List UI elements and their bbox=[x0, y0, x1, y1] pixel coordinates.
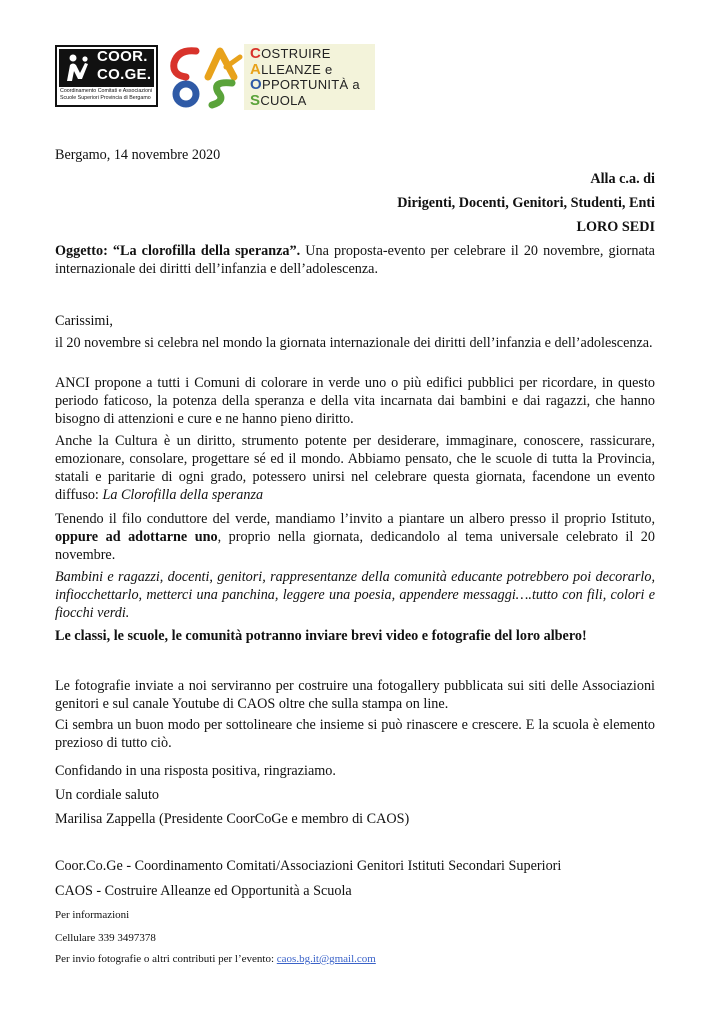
paragraph-5: Bambini e ragazzi, docenti, genitori, rappresentanze della comunità educante potrebbero poi decorarlo, infiocchettarlo, metterci una panchina, leggere una poesia, appendere messaggi….tutto con fili, colori e fiocchi verdi. bbox=[55, 569, 655, 621]
paragraph-2: ANCI propone a tutti i Comuni di colorare in verde uno o più edifici pubblici per ricordare, in questo periodo faticoso, la potenza della speranza e della vita incarnata dai bambini e dai ragazzi, che hanno bisogno di attenzioni e cure e ne hanno pieno diritto. bbox=[55, 375, 655, 427]
recipient-line-1: Alla c.a. di bbox=[590, 171, 655, 187]
paragraph-8: Ci sembra un buon modo per sottolineare che insieme si può rinascere e crescere. E la scuola è elemento prezioso di tutto ciò. bbox=[55, 717, 655, 751]
signature: Marilisa Zappella (Presidente CoorCoGe e membro di CAOS) bbox=[55, 811, 410, 827]
paragraph-1: il 20 novembre si celebra nel mondo la giornata internazionale dei diritti dell’infanzia e dell’adolescenza. bbox=[55, 335, 653, 351]
send-contributions-line: Per invio fotografie o altri contributi per l’evento: caos.bg.it@gmail.com bbox=[55, 953, 376, 965]
event-name: La Clorofilla della speranza bbox=[102, 487, 264, 503]
place-date: Bergamo, 14 novembre 2020 bbox=[55, 147, 221, 163]
footer-line-1: Coor.Co.Ge - Coordinamento Comitati/Associazioni Genitori Istituti Secondari Superiori bbox=[55, 858, 562, 874]
greeting: Carissimi, bbox=[55, 313, 113, 329]
caos-logo-text: COSTRUIRE ALLEANZE e OPPORTUNITÀ a SCUOLA bbox=[250, 45, 360, 109]
subject-label: Oggetto: “La clorofilla della speranza”. bbox=[55, 243, 301, 259]
coorcoge-logo-subtitle: Coordinamento Comitati e Associazioni Scuole Superiori Provincia di Bergamo bbox=[60, 88, 153, 101]
footer-line-2: CAOS - Costruire Alleanze ed Opportunità a Scuola bbox=[55, 883, 352, 899]
recipient-line-3: LORO SEDI bbox=[576, 219, 655, 235]
phone-number: Cellulare 339 3497378 bbox=[55, 932, 156, 944]
paragraph-4: Tenendo il filo conduttore del verde, mandiamo l’invito a piantare un albero presso il proprio Istituto, oppure ad adottarne uno, proprio nella giornata, dedicandolo al tema universale celebrato il 20 novembre. bbox=[55, 511, 655, 563]
paragraph-3: Anche la Cultura è un diritto, strumento potente per desiderare, immaginare, conoscere, rassicurare, emozionare, consolare, progettare sé ed il mondo. Abbiamo pensato, che le scuole di tutta la Provincia, statali e paritarie di ogni grado, potessero unirsi nel celebrare questa giornata, facendone un evento diffuso: La Clorofilla della speranza bbox=[55, 433, 655, 503]
caos-logo-mark bbox=[168, 45, 246, 109]
paragraph-9: Confidando in una risposta positiva, ringraziamo. bbox=[55, 763, 336, 779]
coorcoge-logo-line2: CO.GE. bbox=[97, 66, 152, 83]
subject-paragraph bbox=[55, 242, 655, 278]
family-figure-icon bbox=[61, 51, 93, 83]
paragraph-6: Le classi, le scuole, le comunità potranno inviare brevi video e fotografie del loro albero! bbox=[55, 628, 587, 644]
subject-text: Una proposta-evento per celebrare il 20 novembre, giornata internazionale dei diritti dell’infanzia e dell’adolescenza. bbox=[55, 243, 655, 277]
info-label: Per informazioni bbox=[55, 909, 130, 921]
recipient-line-2: Dirigenti, Docenti, Genitori, Studenti, Enti bbox=[397, 195, 655, 211]
coorcoge-logo bbox=[55, 45, 158, 107]
coorcoge-logo-line1: COOR. bbox=[97, 48, 148, 65]
closing: Un cordiale saluto bbox=[55, 787, 160, 803]
paragraph-7: Le fotografie inviate a noi serviranno per costruire una fotogallery pubblicata sui siti delle Associazioni genitori e sul canale Youtube di CAOS oltre che sulla stampa on line. bbox=[55, 678, 655, 712]
email-link[interactable]: caos.bg.it@gmail.com bbox=[276, 953, 376, 965]
